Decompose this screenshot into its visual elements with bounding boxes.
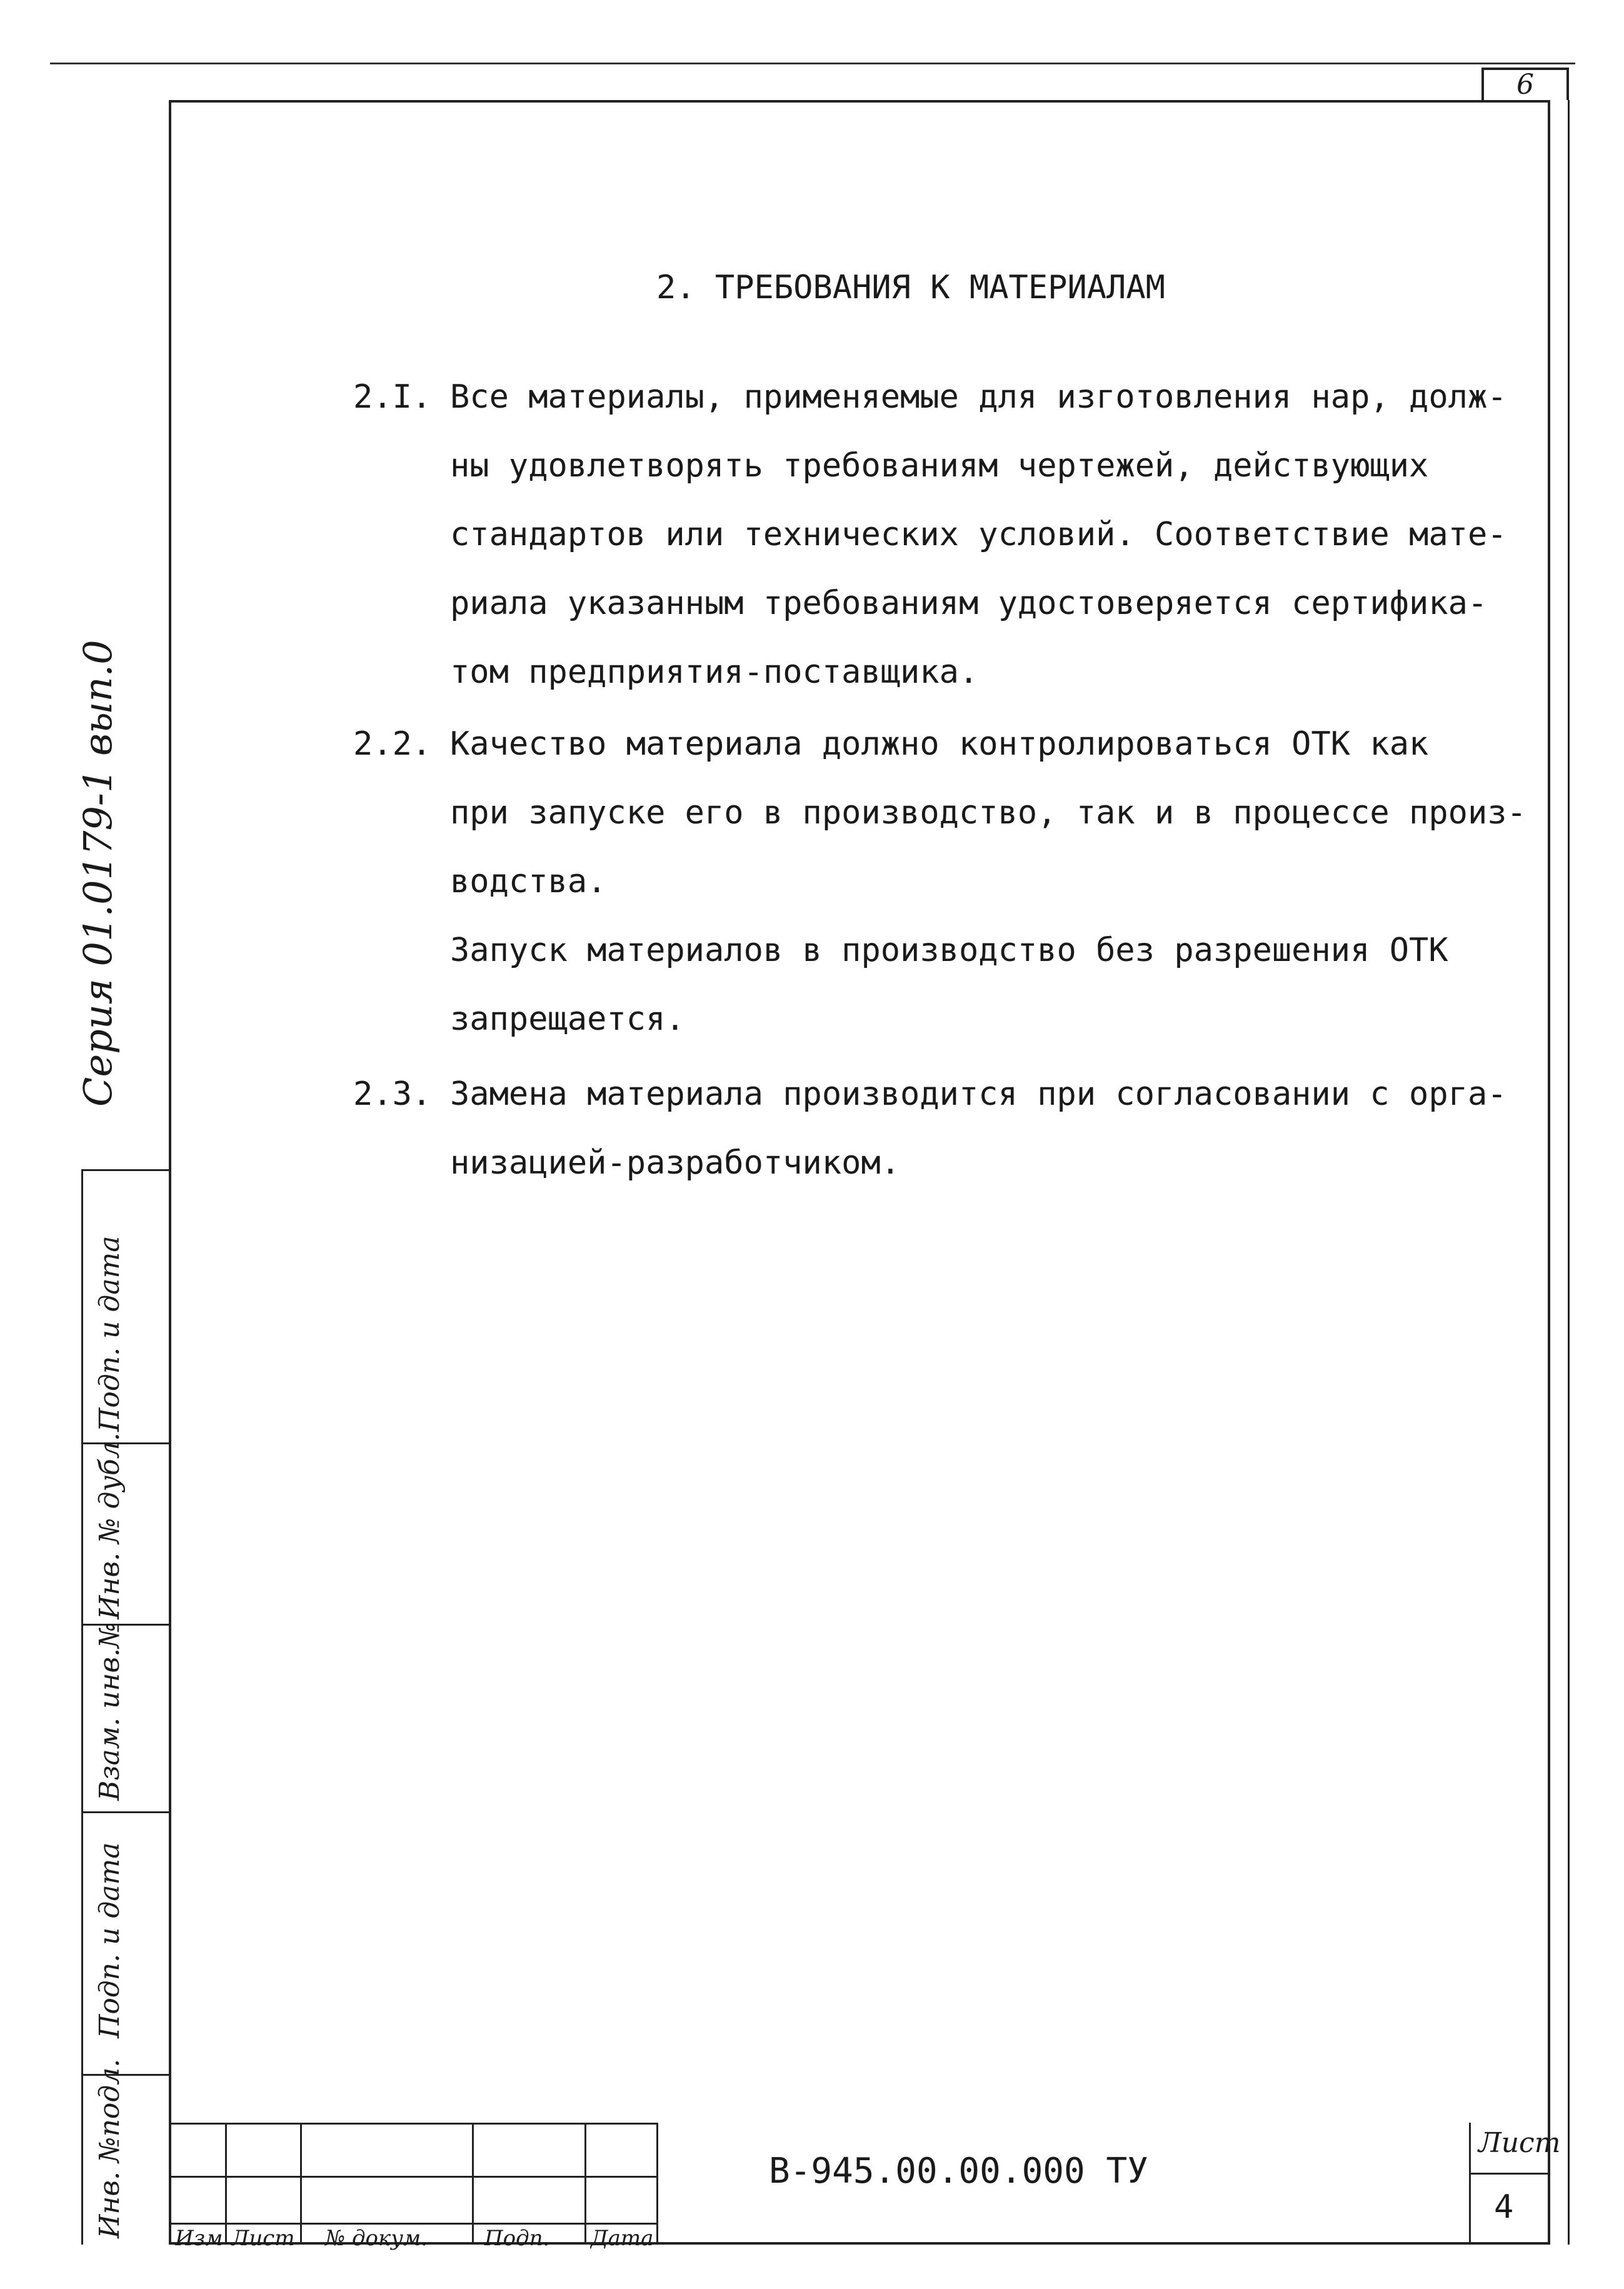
paragraph-line: водства. <box>450 863 607 900</box>
paragraph-line: запрещается. <box>450 1000 685 1038</box>
paragraph-line: ны удовлетворять требованиям чертежей, действующих <box>450 447 1429 485</box>
corner-page-number: 6 <box>1481 68 1569 100</box>
side-stamp-label: Подп. и дата <box>94 1842 126 2038</box>
side-stamp-label: Взам. инв.№ <box>94 1622 126 1801</box>
paragraph-line: Запуск материалов в производство без разрешения ОТК <box>450 932 1448 969</box>
section-title: 2. ТРЕБОВАНИЯ К МАТЕРИАЛАМ <box>656 269 1165 306</box>
item-number: 2.2. <box>353 725 432 763</box>
series-label: Серия 01.0179-1 вып.0 <box>75 640 121 1107</box>
title-block-rule <box>225 2123 227 2245</box>
title-block-rule <box>656 2123 658 2245</box>
item-number: 2.I. <box>353 378 432 416</box>
title-block-rule <box>584 2123 586 2245</box>
column-header: Лист <box>231 2226 295 2251</box>
title-block-rule <box>1469 2123 1471 2245</box>
column-header: Изм <box>175 2226 223 2251</box>
side-stamp-label: Подп. и дата <box>94 1235 126 1432</box>
document-designation: В-945.00.00.000 ТУ <box>769 2151 1148 2191</box>
paragraph-line: риала указанным требованиям удостоверяется сертифика- <box>450 585 1488 622</box>
title-block-rule <box>1469 2173 1550 2175</box>
column-header: № докум. <box>325 2226 428 2251</box>
paragraph-line: при запуске его в производство, так и в процессе произ- <box>450 794 1526 832</box>
title-block-rule <box>472 2123 474 2245</box>
title-block-rule <box>300 2123 302 2245</box>
paragraph-line: Все материалы, применяемые для изготовления нар, долж- <box>450 378 1507 416</box>
paragraph-line: Замена материала производится при согласовании с орга- <box>450 1075 1507 1113</box>
side-stamp-label: Инв. № дубл. <box>94 1432 126 1619</box>
paragraph-line: стандартов или технических условий. Соответствие мате- <box>450 516 1507 553</box>
item-number: 2.3. <box>353 1075 432 1113</box>
paragraph-line: низацией-разработчиком. <box>450 1144 901 1182</box>
sheet-number: 4 <box>1494 2188 1514 2226</box>
title-block-rule <box>169 2123 656 2125</box>
column-header: Подп. <box>484 2226 550 2251</box>
paragraph-line: Качество материала должно контролироваться ОТК как <box>450 725 1429 763</box>
paragraph-line: том предприятия-поставщика. <box>450 653 979 691</box>
sheet-label: Лист <box>1478 2127 1561 2159</box>
side-stamp-label: Инв. №подл. <box>94 2058 126 2238</box>
column-header: Дата <box>591 2226 654 2251</box>
title-block-rule <box>169 2176 656 2178</box>
top-trim-line <box>50 63 1575 64</box>
title-block-rule <box>169 2223 656 2225</box>
frame-right-double-line <box>1568 100 1570 2245</box>
